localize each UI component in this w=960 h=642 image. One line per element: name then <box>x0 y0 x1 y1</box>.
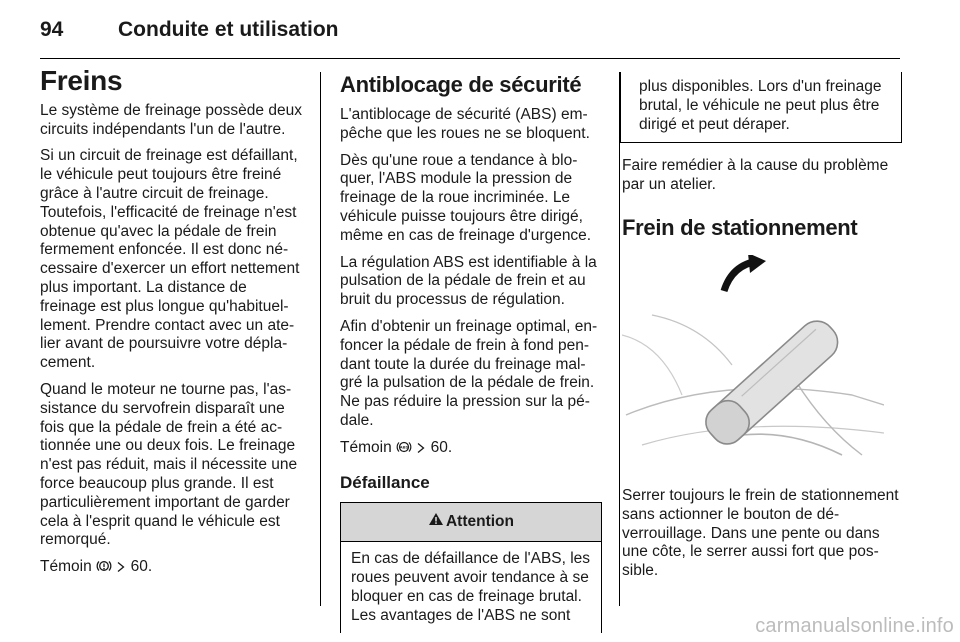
paragraph: Quand le moteur ne tourne pas, l'assistance du servofrein disparaît une fois que la pédale de frein a été actionnée une ou deux fois. Le freinage n'est pas réduit, mais il nécessite une force beaucoup plus grande. Il est particulièrement important de garder cela à l'esprit quand le véhicule est remorqué. <box>40 380 298 549</box>
heading-abs: Antiblocage de sécurité <box>340 72 582 97</box>
column-abs <box>340 72 602 633</box>
reference-arrow-icon <box>416 441 426 460</box>
paragraph: La régulation ABS est identifiable à la pulsation de la pédale de frein et au bruit du processus de régulation. <box>340 253 597 309</box>
reference-arrow-icon <box>116 560 126 579</box>
page-reference[interactable]: 60. <box>130 558 153 576</box>
column-divider <box>320 72 321 606</box>
temoin-label: Témoin <box>40 558 92 576</box>
parking-brake-illustration <box>622 255 884 477</box>
section-title: Conduite et utilisation <box>118 18 339 41</box>
heading-defaillance: Défaillance <box>340 472 430 492</box>
column-freins <box>40 65 302 587</box>
page-reference[interactable]: 60. <box>430 438 453 456</box>
attention-header <box>341 503 601 542</box>
header-rule <box>40 58 900 59</box>
page-number: 94 <box>40 18 64 41</box>
paragraph: Faire remédier à la cause du problème par un atelier. <box>622 157 889 194</box>
paragraph: Dès qu'une roue a tendance à bloquer, l'ABS module la pression de freinage de la roue incriminée. Le véhicule puisse toujours être dirigé, même en cas de freinage d'urgence. <box>340 151 592 244</box>
column-stationnement <box>620 72 902 589</box>
watermark: carmanualsonline.info <box>755 615 954 637</box>
temoin-line <box>40 558 302 579</box>
attention-box-continued: plus disponibles. Lors d'un freinage brutal, le véhicule ne peut plus être dirigé et peut déraper. <box>620 72 902 143</box>
heading-stationnement: Frein de stationnement <box>622 214 858 240</box>
attention-body: En cas de défaillance de l'ABS, les roues peuvent avoir tendance à se bloquer en cas de freinage brutal. Les avantages de l'ABS ne sont <box>351 550 591 624</box>
abs-warning-icon <box>396 440 412 460</box>
paragraph: Serrer toujours le frein de stationnement sans actionner le bouton de déverrouillage. Dans une pente ou dans une côte, le serrer aussi fort que possible. <box>622 486 899 580</box>
attention-title: Attention <box>445 512 514 530</box>
paragraph: Afin d'obtenir un freinage optimal, enfoncer la pédale de frein à fond pendant toute la durée du freinage malgré la pulsation de la pédale de frein. Ne pas réduire la pression sur la pédale. <box>340 317 598 429</box>
paragraph: Le système de freinage possède deux circuits indépendants l'un de l'autre. <box>40 101 302 138</box>
paragraph: L'antiblocage de sécurité (ABS) empêche que les roues ne se bloquent. <box>340 106 590 142</box>
temoin-line <box>340 439 602 460</box>
heading-freins: Freins <box>40 65 123 96</box>
paragraph: Si un circuit de freinage est défaillant, le véhicule peut toujours être freiné grâce à l'autre circuit de freinage. Toutefois, l'efficacité de freinage n'est obtenue qu'avec la pédale de frein fermement enfoncée. Il est donc nécessaire d'exercer un effort nettement plus important. La distance de freinage est plus longue qu'habituellement. Prendre contact avec un atelier avant de poursuivre votre déplacement. <box>40 147 300 372</box>
svg-text:ABS: ABS <box>399 444 409 450</box>
temoin-label: Témoin <box>340 438 392 456</box>
warning-triangle-icon <box>428 512 444 532</box>
attention-box <box>340 502 602 633</box>
brake-warning-icon <box>96 559 112 579</box>
